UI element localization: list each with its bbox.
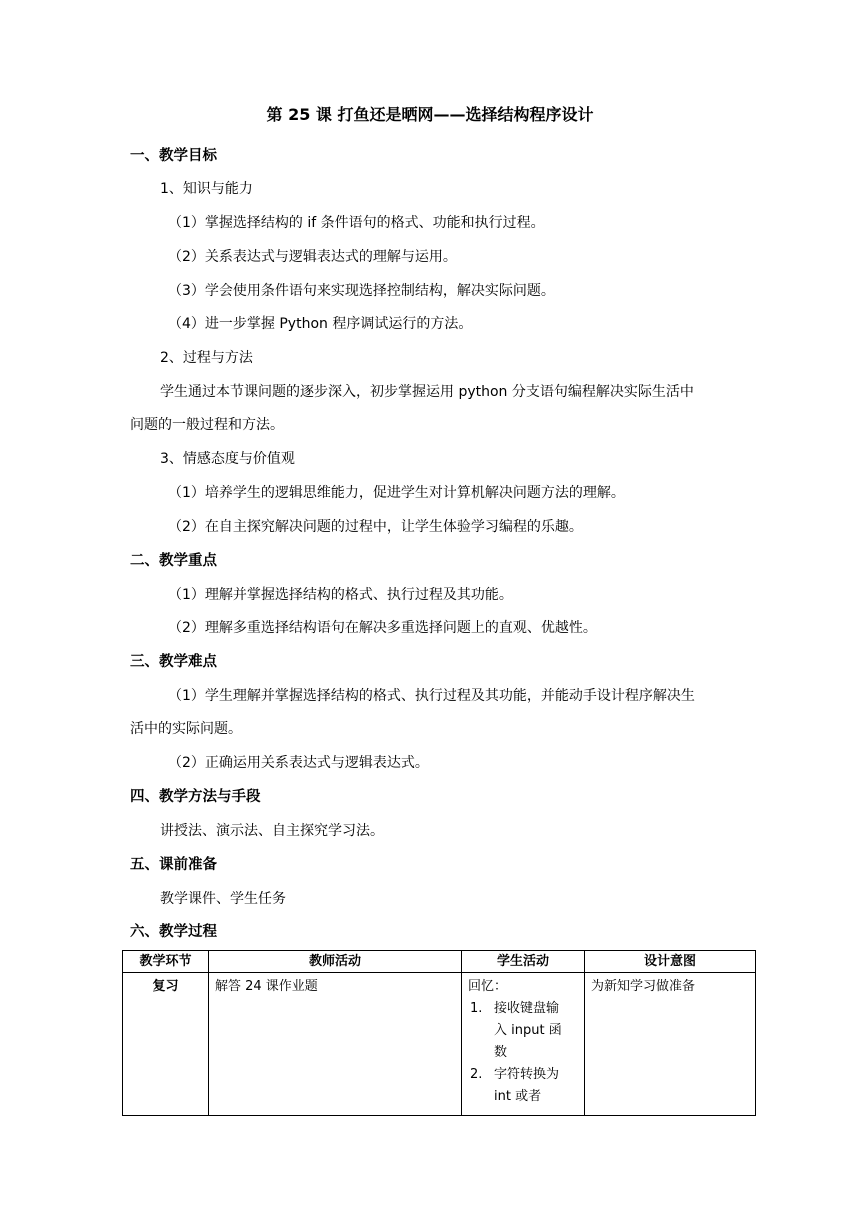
paragraph-process-line: 问题的一般过程和方法。	[130, 417, 284, 433]
design-intent-text: 为新知学习做准备	[591, 979, 696, 994]
list-item-line: 入 input 函	[494, 1023, 562, 1038]
header-design-intent: 设计意图	[585, 951, 756, 973]
subheading-values: 3、情感态度与价值观	[160, 451, 295, 467]
objective-item: （2）关系表达式与逻辑表达式的理解与运用。	[168, 249, 457, 265]
cell-stage: 复习	[123, 973, 209, 1116]
objective-item: （1）掌握选择结构的 if 条件语句的格式、功能和执行过程。	[168, 215, 545, 231]
list-item-number: 2.	[470, 1067, 483, 1082]
lesson-title: 第 25 课 打鱼还是晒网——选择结构程序设计	[266, 105, 594, 124]
section-heading-methods: 四、教学方法与手段	[130, 789, 261, 805]
objective-item: （3）学会使用条件语句来实现选择控制结构，解决实际问题。	[168, 283, 555, 299]
list-item-line: 数	[494, 1045, 508, 1060]
cell-design-intent	[585, 973, 756, 1116]
list-item-line: 字符转换为	[494, 1067, 560, 1082]
student-activity-intro: 回忆：	[468, 979, 508, 994]
key-point-item: （1）理解并掌握选择结构的格式、执行过程及其功能。	[168, 587, 513, 603]
table-row	[123, 973, 756, 1116]
section-heading-key-points: 二、教学重点	[130, 553, 217, 569]
list-item-line: 接收键盘输	[494, 1001, 560, 1016]
list-item	[468, 1064, 578, 1108]
difficulty-item-line: （1）学生理解并掌握选择结构的格式、执行过程及其功能，并能动手设计程序解决生	[168, 688, 695, 704]
difficulty-item: （2）正确运用关系表达式与逻辑表达式。	[168, 755, 429, 771]
objective-item: （4）进一步掌握 Python 程序调试运行的方法。	[168, 316, 473, 332]
section-heading-process: 六、教学过程	[130, 924, 217, 940]
header-teacher-activity: 教师活动	[209, 951, 462, 973]
section-heading-preparation: 五、课前准备	[130, 857, 217, 873]
key-point-item: （2）理解多重选择结构语句在解决多重选择问题上的直观、优越性。	[168, 620, 597, 636]
table-header-row	[123, 951, 756, 973]
values-item: （2）在自主探究解决问题的过程中，让学生体验学习编程的乐趣。	[168, 519, 583, 535]
teacher-activity-text: 解答 24 课作业题	[215, 979, 318, 994]
list-item-number: 1.	[470, 1001, 483, 1016]
values-item: （1）培养学生的逻辑思维能力，促进学生对计算机解决问题方法的理解。	[168, 485, 625, 501]
list-item	[468, 998, 578, 1064]
header-student-activity: 学生活动	[462, 951, 585, 973]
paragraph-process-line: 学生通过本节课问题的逐步深入，初步掌握运用 python 分支语句编程解决实际生活中	[160, 384, 694, 400]
header-stage: 教学环节	[123, 951, 209, 973]
teaching-process-table	[122, 950, 756, 1116]
student-activity-list	[468, 998, 578, 1108]
subheading-knowledge: 1、知识与能力	[160, 181, 253, 197]
subheading-process: 2、过程与方法	[160, 350, 253, 366]
list-item-line: int 或者	[494, 1089, 542, 1104]
difficulty-item-line: 活中的实际问题。	[130, 721, 242, 737]
cell-teacher-activity	[209, 973, 462, 1116]
section-heading-difficulties: 三、教学难点	[130, 654, 217, 670]
cell-student-activity	[462, 973, 585, 1116]
section-heading-objectives: 一、教学目标	[130, 148, 217, 164]
methods-text: 讲授法、演示法、自主探究学习法。	[160, 823, 384, 839]
preparation-text: 教学课件、学生任务	[160, 891, 286, 907]
